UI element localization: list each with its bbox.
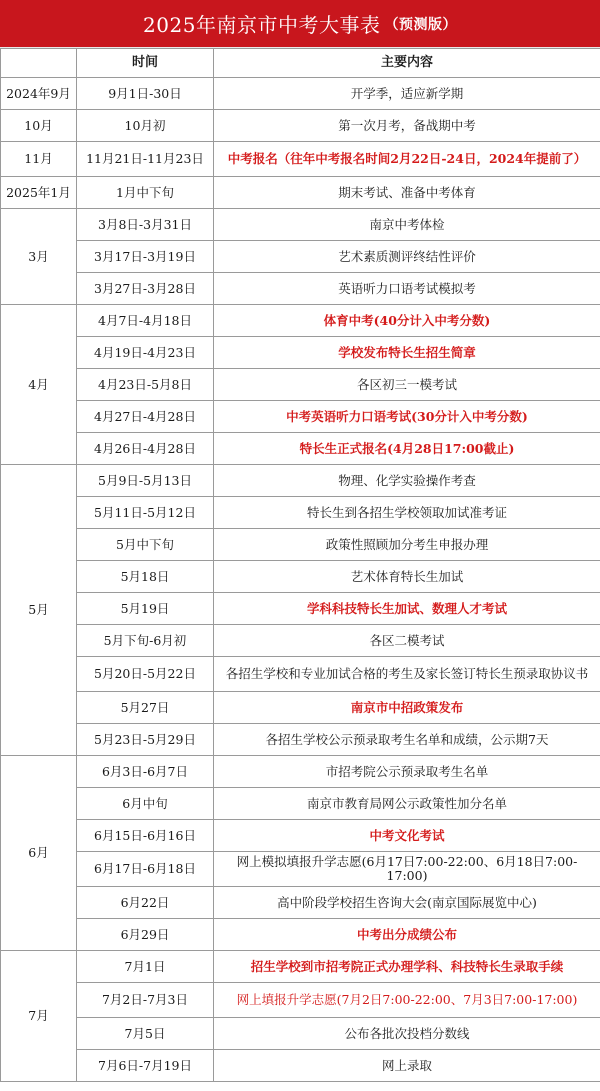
header-month bbox=[1, 49, 77, 78]
content-cell: 各区二模考试 bbox=[214, 625, 600, 657]
table-row bbox=[1, 78, 600, 110]
table-row bbox=[1, 561, 600, 593]
time-cell: 4月7日-4月18日 bbox=[77, 305, 214, 337]
time-cell: 5月27日 bbox=[77, 692, 214, 724]
time-cell: 6月22日 bbox=[77, 887, 214, 919]
content-cell: 各招生学校和专业加试合格的考生及家长签订特长生预录取协议书 bbox=[214, 657, 600, 692]
content-cell: 各区初三一模考试 bbox=[214, 369, 600, 401]
table-row bbox=[1, 625, 600, 657]
table-row bbox=[1, 951, 600, 983]
time-cell: 9月1日-30日 bbox=[77, 78, 214, 110]
header-row bbox=[1, 49, 600, 78]
content-cell: 开学季，适应新学期 bbox=[214, 78, 600, 110]
content-cell: 中考报名（往年中考报名时间2月22日-24日，2024年提前了） bbox=[214, 142, 600, 177]
table-row bbox=[1, 852, 600, 887]
table-row bbox=[1, 724, 600, 756]
table-row bbox=[1, 305, 600, 337]
events-body bbox=[1, 78, 600, 1082]
content-cell: 物理、化学实验操作考查 bbox=[214, 465, 600, 497]
time-cell: 5月11日-5月12日 bbox=[77, 497, 214, 529]
time-cell: 5月中下旬 bbox=[77, 529, 214, 561]
time-cell: 1月中下旬 bbox=[77, 177, 214, 209]
table-row bbox=[1, 465, 600, 497]
time-cell: 11月21日-11月23日 bbox=[77, 142, 214, 177]
content-cell: 学科科技特长生加试、数理人才考试 bbox=[214, 593, 600, 625]
table-row bbox=[1, 887, 600, 919]
table-row bbox=[1, 692, 600, 724]
content-cell: 公布各批次投档分数线 bbox=[214, 1018, 600, 1050]
time-cell: 4月23日-5月8日 bbox=[77, 369, 214, 401]
table-row bbox=[1, 1018, 600, 1050]
time-cell: 10月初 bbox=[77, 110, 214, 142]
time-cell: 6月15日-6月16日 bbox=[77, 820, 214, 852]
time-cell: 6月17日-6月18日 bbox=[77, 852, 214, 887]
time-cell: 7月1日 bbox=[77, 951, 214, 983]
month-cell: 5月 bbox=[1, 465, 77, 756]
month-cell: 7月 bbox=[1, 951, 77, 1082]
time-cell: 5月23日-5月29日 bbox=[77, 724, 214, 756]
time-cell: 3月17日-3月19日 bbox=[77, 241, 214, 273]
content-cell: 南京市教育局网公示政策性加分名单 bbox=[214, 788, 600, 820]
time-cell: 3月27日-3月28日 bbox=[77, 273, 214, 305]
month-cell: 2025年1月 bbox=[1, 177, 77, 209]
table-row bbox=[1, 110, 600, 142]
table-row bbox=[1, 241, 600, 273]
content-cell: 市招考院公示预录取考生名单 bbox=[214, 756, 600, 788]
table-row bbox=[1, 788, 600, 820]
table-row bbox=[1, 820, 600, 852]
time-cell: 5月9日-5月13日 bbox=[77, 465, 214, 497]
page-subtitle: （预测版） bbox=[384, 16, 457, 33]
events-table bbox=[0, 48, 600, 1082]
content-cell: 各招生学校公示预录取考生名单和成绩，公示期7天 bbox=[214, 724, 600, 756]
table-row bbox=[1, 593, 600, 625]
table-row bbox=[1, 756, 600, 788]
content-cell: 政策性照顾加分考生申报办理 bbox=[214, 529, 600, 561]
time-cell: 7月5日 bbox=[77, 1018, 214, 1050]
month-cell: 11月 bbox=[1, 142, 77, 177]
content-cell: 网上录取 bbox=[214, 1050, 600, 1082]
time-cell: 5月18日 bbox=[77, 561, 214, 593]
content-cell: 高中阶段学校招生咨询大会(南京国际展览中心) bbox=[214, 887, 600, 919]
content-cell: 中考出分成绩公布 bbox=[214, 919, 600, 951]
time-cell: 7月2日-7月3日 bbox=[77, 983, 214, 1018]
month-cell: 6月 bbox=[1, 756, 77, 951]
time-cell: 4月19日-4月23日 bbox=[77, 337, 214, 369]
month-cell: 3月 bbox=[1, 209, 77, 305]
time-cell: 7月6日-7月19日 bbox=[77, 1050, 214, 1082]
content-cell: 网上模拟填报升学志愿(6月17日7:00-22:00、6月18日7:00-17:00) bbox=[214, 852, 600, 887]
time-cell: 5月20日-5月22日 bbox=[77, 657, 214, 692]
content-cell: 特长生到各招生学校领取加试准考证 bbox=[214, 497, 600, 529]
content-cell: 特长生正式报名(4月28日17:00截止) bbox=[214, 433, 600, 465]
table-row bbox=[1, 657, 600, 692]
content-cell: 艺术素质测评终结性评价 bbox=[214, 241, 600, 273]
table-row bbox=[1, 401, 600, 433]
content-cell: 期末考试、准备中考体育 bbox=[214, 177, 600, 209]
table-row bbox=[1, 919, 600, 951]
table-row bbox=[1, 273, 600, 305]
time-cell: 4月26日-4月28日 bbox=[77, 433, 214, 465]
content-cell: 招生学校到市招考院正式办理学科、科技特长生录取手续 bbox=[214, 951, 600, 983]
content-cell: 学校发布特长生招生简章 bbox=[214, 337, 600, 369]
time-cell: 4月27日-4月28日 bbox=[77, 401, 214, 433]
table-row bbox=[1, 209, 600, 241]
table-row bbox=[1, 1050, 600, 1082]
title-bar bbox=[0, 0, 600, 49]
time-cell: 6月29日 bbox=[77, 919, 214, 951]
month-cell: 4月 bbox=[1, 305, 77, 465]
time-cell: 5月19日 bbox=[77, 593, 214, 625]
table-row bbox=[1, 369, 600, 401]
content-cell: 艺术体育特长生加试 bbox=[214, 561, 600, 593]
content-cell: 南京中考体检 bbox=[214, 209, 600, 241]
header-time: 时间 bbox=[77, 49, 214, 78]
month-cell: 10月 bbox=[1, 110, 77, 142]
header-content: 主要内容 bbox=[214, 49, 600, 78]
content-cell: 南京市中招政策发布 bbox=[214, 692, 600, 724]
time-cell: 6月中旬 bbox=[77, 788, 214, 820]
table-row bbox=[1, 497, 600, 529]
content-cell: 中考文化考试 bbox=[214, 820, 600, 852]
content-cell: 体育中考(40分计入中考分数) bbox=[214, 305, 600, 337]
table-row bbox=[1, 177, 600, 209]
content-cell: 英语听力口语考试模拟考 bbox=[214, 273, 600, 305]
content-cell: 中考英语听力口语考试(30分计入中考分数) bbox=[214, 401, 600, 433]
month-cell: 2024年9月 bbox=[1, 78, 77, 110]
page-title: 2025年南京市中考大事表 bbox=[143, 13, 381, 37]
content-cell: 网上填报升学志愿(7月2日7:00-22:00、7月3日7:00-17:00) bbox=[214, 983, 600, 1018]
table-row bbox=[1, 433, 600, 465]
table-row bbox=[1, 337, 600, 369]
time-cell: 5月下旬-6月初 bbox=[77, 625, 214, 657]
table-row bbox=[1, 529, 600, 561]
table-row bbox=[1, 983, 600, 1018]
time-cell: 3月8日-3月31日 bbox=[77, 209, 214, 241]
time-cell: 6月3日-6月7日 bbox=[77, 756, 214, 788]
table-row bbox=[1, 142, 600, 177]
content-cell: 第一次月考，备战期中考 bbox=[214, 110, 600, 142]
